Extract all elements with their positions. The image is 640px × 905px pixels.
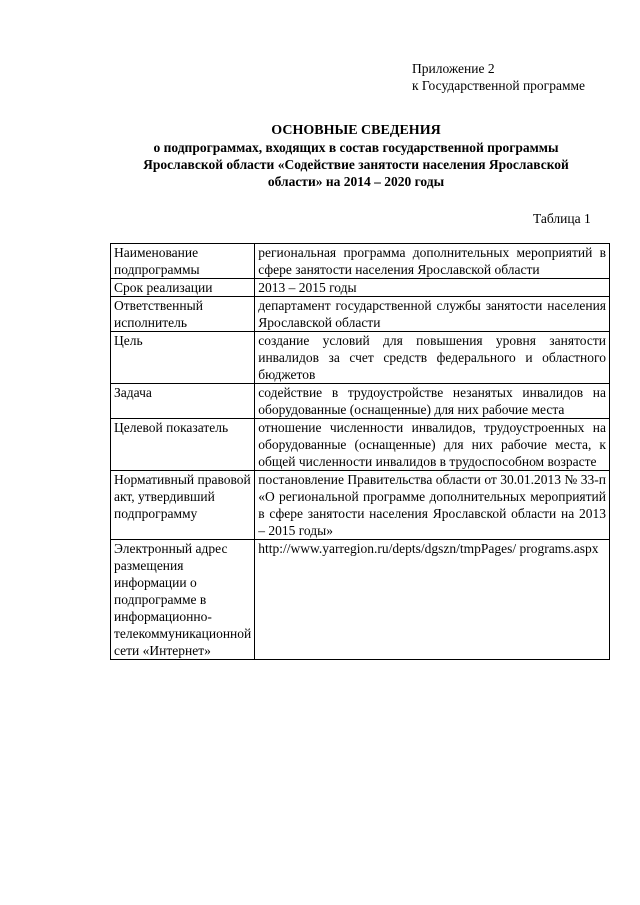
row-label: Задача xyxy=(111,384,255,419)
table-row xyxy=(111,471,610,540)
row-value: 2013 – 2015 годы xyxy=(255,279,610,297)
row-label: Электронный адрес размещения информации о подпрограмме в информационно-телекоммуникационной сети «Интернет» xyxy=(111,540,255,660)
appendix-line-1: Приложение 2 xyxy=(412,61,495,76)
row-value[interactable]: http://www.yarregion.ru/depts/dgszn/tmpPages/ programs.aspx xyxy=(255,540,610,660)
table-row xyxy=(111,279,610,297)
row-value: отношение численности инвалидов, трудоустроенных на оборудованные (оснащенные) для них рабочие места, к общей численности инвалидов в трудоспособном возрасте xyxy=(255,419,610,471)
table-row xyxy=(111,244,610,279)
row-label: Ответственный исполнитель xyxy=(111,297,255,332)
row-value: региональная программа дополнительных мероприятий в сфере занятости населения Ярославской области xyxy=(255,244,610,279)
row-label: Срок реализации xyxy=(111,279,255,297)
title-line-3: области» на 2014 – 2020 годы xyxy=(267,174,445,189)
row-label: Целевой показатель xyxy=(111,419,255,471)
row-value: департамент государственной службы занятости населения Ярославской области xyxy=(255,297,610,332)
table-row xyxy=(111,540,610,660)
title-line-1: о подпрограммах, входящих в состав государственной программы xyxy=(153,140,559,155)
title-line-2: Ярославской области «Содействие занятости населения Ярославской xyxy=(143,157,569,172)
subprogram-info-table xyxy=(110,243,610,660)
row-value: постановление Правительства области от 30.01.2013 № 33-п «О региональной программе дополнительных мероприятий в сфере занятости населения Ярославской области на 2013 – 2015 годы» xyxy=(255,471,610,540)
row-value: содействие в трудоустройстве незанятых инвалидов на оборудованные (оснащенные) для них рабочие места xyxy=(255,384,610,419)
table-row xyxy=(111,297,610,332)
row-label: Нормативный правовой акт, утвердивший подпрограмму xyxy=(111,471,255,540)
row-label: Цель xyxy=(111,332,255,384)
row-value: создание условий для повышения уровня занятости инвалидов за счет средств федерального и областного бюджетов xyxy=(255,332,610,384)
table-row xyxy=(111,384,610,419)
title-main: ОСНОВНЫЕ СВЕДЕНИЯ xyxy=(271,123,441,138)
appendix-note xyxy=(412,60,585,94)
table-row xyxy=(111,419,610,471)
table-row xyxy=(111,332,610,384)
document-title xyxy=(100,122,612,190)
row-label: Наименование подпрограммы xyxy=(111,244,255,279)
table-caption: Таблица 1 xyxy=(533,211,591,226)
appendix-line-2: к Государственной программе xyxy=(412,78,586,93)
